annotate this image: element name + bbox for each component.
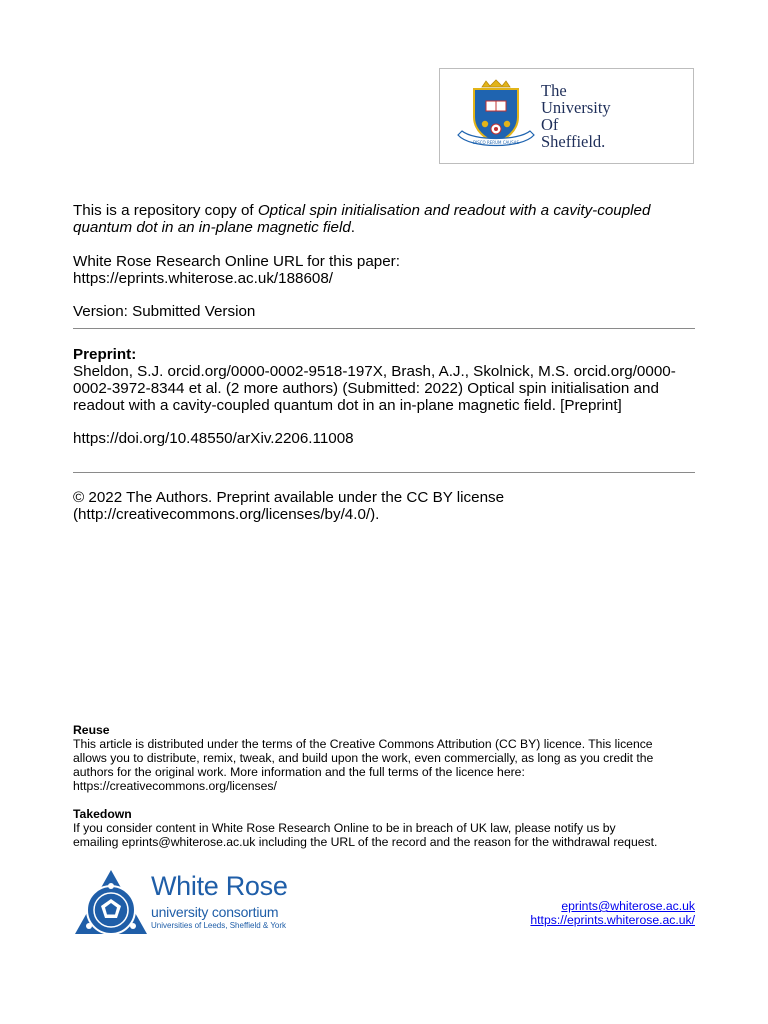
citation-line: 0002-3972-8344 et al. (2 more authors) (Submitted: 2022) Optical spin initialisation and: [73, 380, 659, 397]
university-line: University: [541, 98, 611, 117]
doi-link[interactable]: https://doi.org/10.48550/arXiv.2206.11008: [73, 430, 354, 447]
reuse-text: allows you to distribute, remix, tweak, and build upon the work, even commercially, as long as you credit the: [73, 751, 654, 765]
white-rose-subtitle: university consortium: [151, 904, 279, 920]
divider: [73, 472, 695, 473]
takedown-heading: Takedown: [73, 807, 132, 821]
svg-text:DISCO RERUM CAUSAS: DISCO RERUM CAUSAS: [472, 140, 520, 145]
divider: [73, 328, 695, 329]
university-line: Sheffield.: [541, 132, 606, 151]
takedown-text: emailing eprints@whiterose.ac.uk including the URL of the record and the reason for the withdrawal request.: [73, 835, 658, 849]
intro-line-1: [73, 202, 650, 219]
university-line: Of: [541, 115, 559, 134]
reuse-text: This article is distributed under the terms of the Creative Commons Attribution (CC BY) licence. This licence: [73, 737, 653, 751]
url-label: White Rose Research Online URL for this paper:: [73, 253, 400, 270]
university-line: The: [541, 81, 567, 100]
intro-prefix: This is a repository copy of: [73, 202, 258, 219]
university-logo-box: [439, 68, 694, 164]
preprint-heading: Preprint:: [73, 346, 137, 363]
email-link[interactable]: eprints@whiterose.ac.uk: [561, 899, 695, 913]
white-rose-universities: Universities of Leeds, Sheffield & York: [151, 921, 287, 930]
reuse-heading: Reuse: [73, 723, 110, 737]
white-rose-emblem-icon: [73, 868, 149, 940]
version-text: Version: Submitted Version: [73, 303, 256, 320]
citation-line: readout with a cavity-coupled quantum dot in an in-plane magnetic field. [Preprint]: [73, 397, 622, 414]
takedown-text: If you consider content in White Rose Research Online to be in breach of UK law, please notify us by: [73, 821, 616, 835]
copyright-line: © 2022 The Authors. Preprint available under the CC BY license: [73, 489, 505, 506]
eprints-site-link[interactable]: https://eprints.whiterose.ac.uk/: [530, 913, 695, 927]
reuse-text: authors for the original work. More information and the full terms of the licence here:: [73, 765, 525, 779]
white-rose-title: White Rose: [151, 871, 288, 901]
university-name: [541, 82, 611, 150]
white-rose-logo: [73, 868, 303, 940]
paper-title-cont: quantum dot in an in-plane magnetic field: [73, 219, 351, 236]
paper-title: Optical spin initialisation and readout with a cavity-coupled: [257, 202, 651, 219]
university-crest-icon: [456, 79, 536, 153]
reuse-licenses-url[interactable]: https://creativecommons.org/licenses/: [73, 779, 277, 793]
paper-url[interactable]: https://eprints.whiterose.ac.uk/188608/: [73, 270, 334, 287]
copyright-line: (http://creativecommons.org/licenses/by/4.0/).: [73, 506, 380, 523]
intro-line-2: quantum dot in an in-plane magnetic field.: [73, 219, 356, 236]
citation-line: Sheldon, S.J. orcid.org/0000-0002-9518-197X, Brash, A.J., Skolnick, M.S. orcid.org/0000-: [73, 363, 676, 380]
